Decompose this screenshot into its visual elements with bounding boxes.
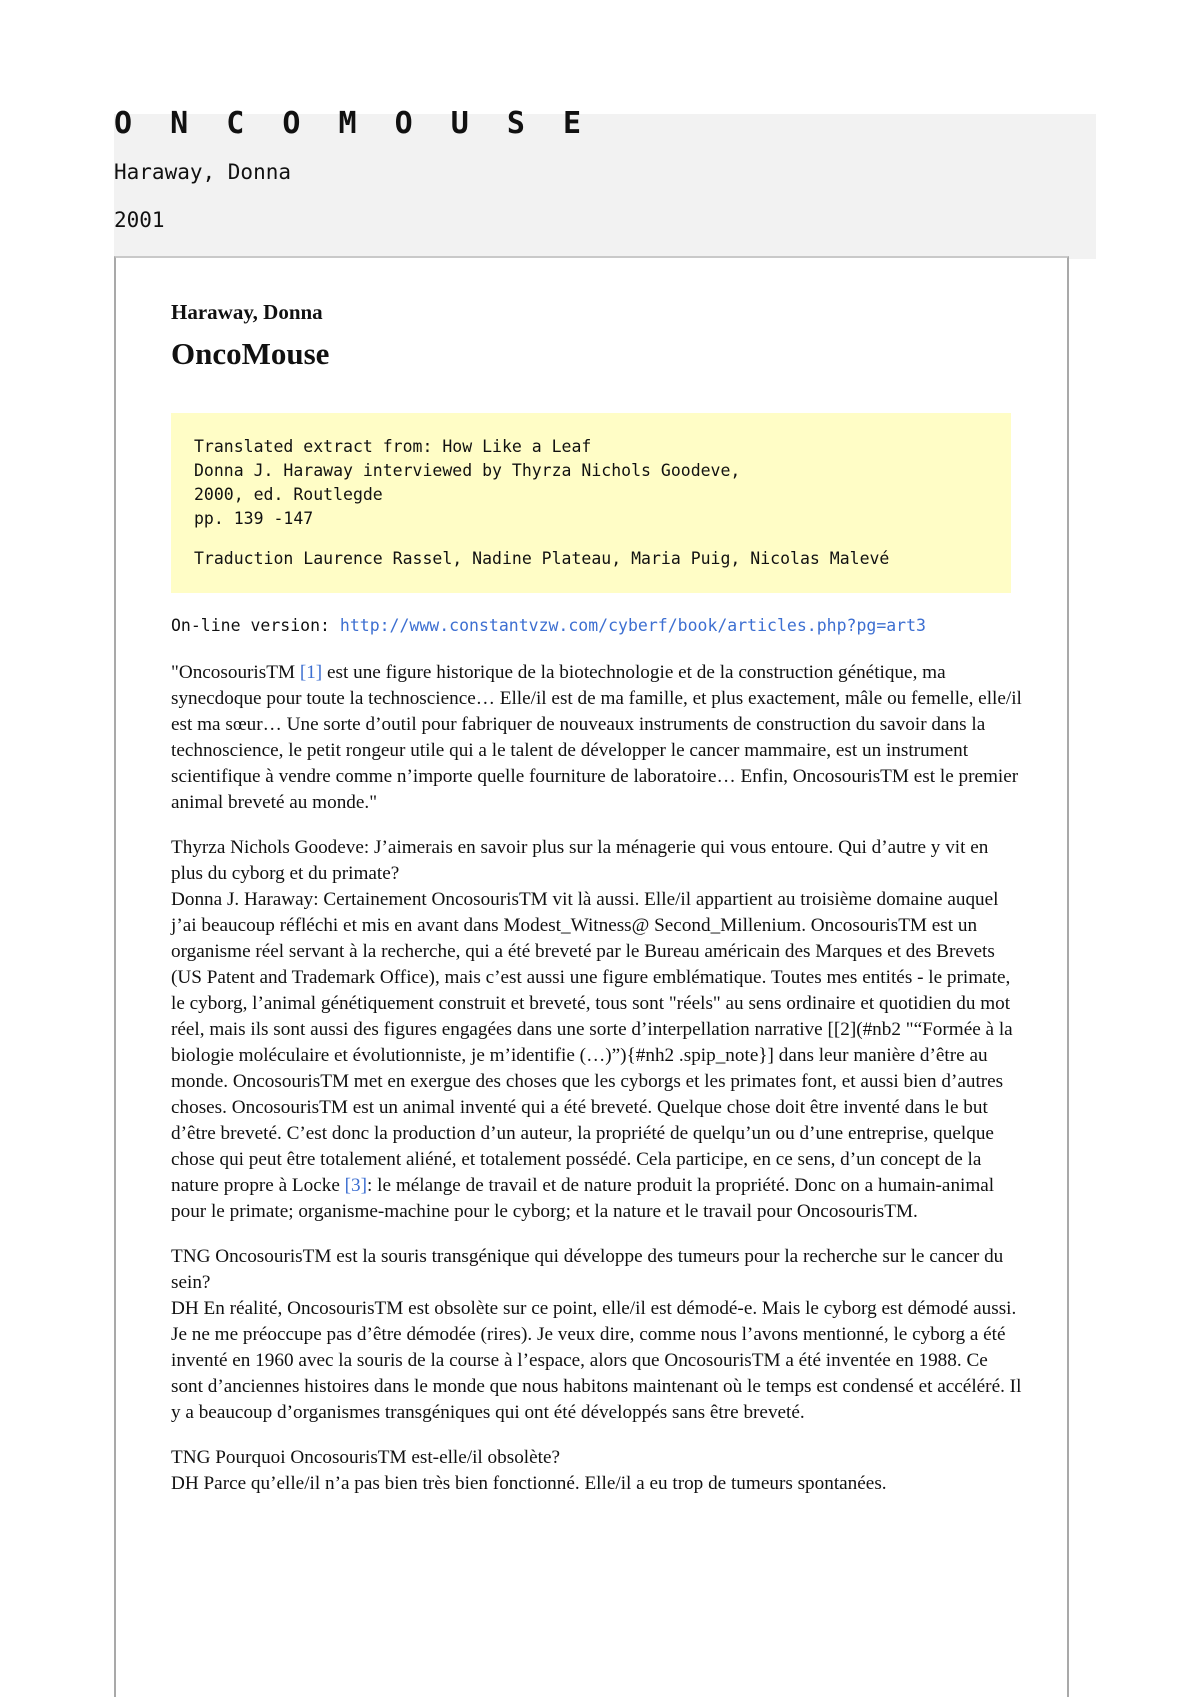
- paragraph: [171, 1244, 1023, 1426]
- footnote-link-1[interactable]: [1]: [299, 662, 323, 683]
- paragraph: [171, 835, 1023, 1225]
- header-year: 2001: [114, 208, 165, 232]
- source-line: 2000, ed. Routlegde: [194, 485, 383, 504]
- answer-text: DH Parce qu’elle/il n’a pas bien très bien fonctionné. Elle/il a eu trop de tumeurs spontanées.: [171, 1473, 887, 1494]
- online-version: [171, 616, 926, 635]
- question-text: TNG Pourquoi OncosourisTM est-elle/il obsolète?: [171, 1447, 561, 1468]
- article-container: [114, 256, 1069, 1697]
- source-line: Donna J. Haraway interviewed by Thyrza Nichols Goodeve,: [194, 461, 741, 480]
- footnote-link-3[interactable]: [3]: [344, 1175, 368, 1196]
- source-spacer: [194, 531, 988, 547]
- question-text: TNG OncosourisTM est la souris transgénique qui développe des tumeurs pour la recherche sur le cancer du sein?: [171, 1246, 1004, 1293]
- text: est une figure historique de la biotechnologie et de la construction génétique, ma synecdoque pour toute la technoscience… Elle/il est de ma famille, et plus exactement, mâle ou femelle, elle/il est ma sœur… Une sorte d’outil pour fabriquer de nouveaux instruments de construction du savoir dans la technoscience, le petit rongeur utile qui a le talent de développer le cancer mammaire, est un instrument scientifique à vendre comme n’importe quelle fourniture de laboratoire… Enfin, OncosourisTM est le premier animal breveté au monde.": [171, 662, 1022, 813]
- online-version-link[interactable]: http://www.constantvzw.com/cyberf/book/articles.php?pg=art3: [339, 616, 926, 635]
- source-line: Translated extract from: How Like a Leaf: [194, 437, 592, 456]
- paragraph: [171, 660, 1023, 816]
- paragraph: [171, 1445, 1023, 1497]
- article-body: [171, 660, 1023, 1516]
- article-author: Haraway, Donna: [171, 300, 323, 324]
- translation-credit: Traduction Laurence Rassel, Nadine Plateau, Maria Puig, Nicolas Malevé: [194, 549, 890, 568]
- answer-text: DH En réalité, OncosourisTM est obsolète sur ce point, elle/il est démodé-e. Mais le cyborg est démodé aussi. Je ne me préoccupe pas d’être démodée (rires). Je veux dire, comme nous l’avons mentionné, le cyborg a été inventé en 1960 avec la souris de la course à l’espace, alors que OncosourisTM a été inventée en 1988. Ce sont d’anciennes histoires dans le monde que nous habitons maintenant où le temps est condensé et accéléré. Il y a beaucoup d’organismes transgéniques qui ont été développés sans être breveté.: [171, 1298, 1022, 1423]
- page-title: O N C O M O U S E: [114, 106, 592, 141]
- article-title: OncoMouse: [171, 336, 330, 371]
- answer-text: Donna J. Haraway: Certainement OncosourisTM vit là aussi. Elle/il appartient au troisième domaine auquel j’ai beaucoup réfléchi et mis en avant dans Modest_Witness@ Second_Millenium. OncosourisTM est un organisme réel servant à la recherche, qui a été breveté par le Bureau américain des Marques et des Brevets (US Patent and Trademark Office), mais c’est aussi une figure emblématique. Toutes mes entités - le primate, le cyborg, l’animal génétiquement construit et breveté, tous sont "réels" au sens ordinaire et quotidien du mot réel, mais ils sont aussi des figures engagées dans une sorte d’interpellation narrative [[2](#nb2 "“Formée à la biologie moléculaire et évolutionniste, je m’identifie (…)”){#nh2 .spip_note}] dans leur manière d’être au monde. OncosourisTM met en exergue des choses que les cyborgs et les primates font, et aussi bien d’autres choses. OncosourisTM est un animal inventé qui a été breveté. Quelque chose doit être inventé dans le but d’être breveté. C’est donc la production d’un auteur, la propriété de quelqu’un ou d’une entreprise, quelque chose qui peut être totalement aliéné, et totalement possédé. Cela participe, en ce sens, d’un concept de la nature propre à Locke: [171, 889, 1013, 1196]
- online-label: On-line version:: [171, 616, 340, 635]
- text: "OncosourisTM: [171, 662, 300, 683]
- header-author: Haraway, Donna: [114, 160, 292, 184]
- source-line: pp. 139 -147: [194, 509, 314, 528]
- question-text: Thyrza Nichols Goodeve: J’aimerais en savoir plus sur la ménagerie qui vous entoure. Qui d’autre y vit en plus du cyborg et du primate?: [171, 837, 989, 884]
- answer-text: : le mélange de travail et de nature produit la propriété. Donc on a humain-animal pour le primate; organisme-machine pour le cyborg; et la nature et le travail pour OncosourisTM.: [171, 1175, 995, 1222]
- source-note: [171, 413, 1011, 593]
